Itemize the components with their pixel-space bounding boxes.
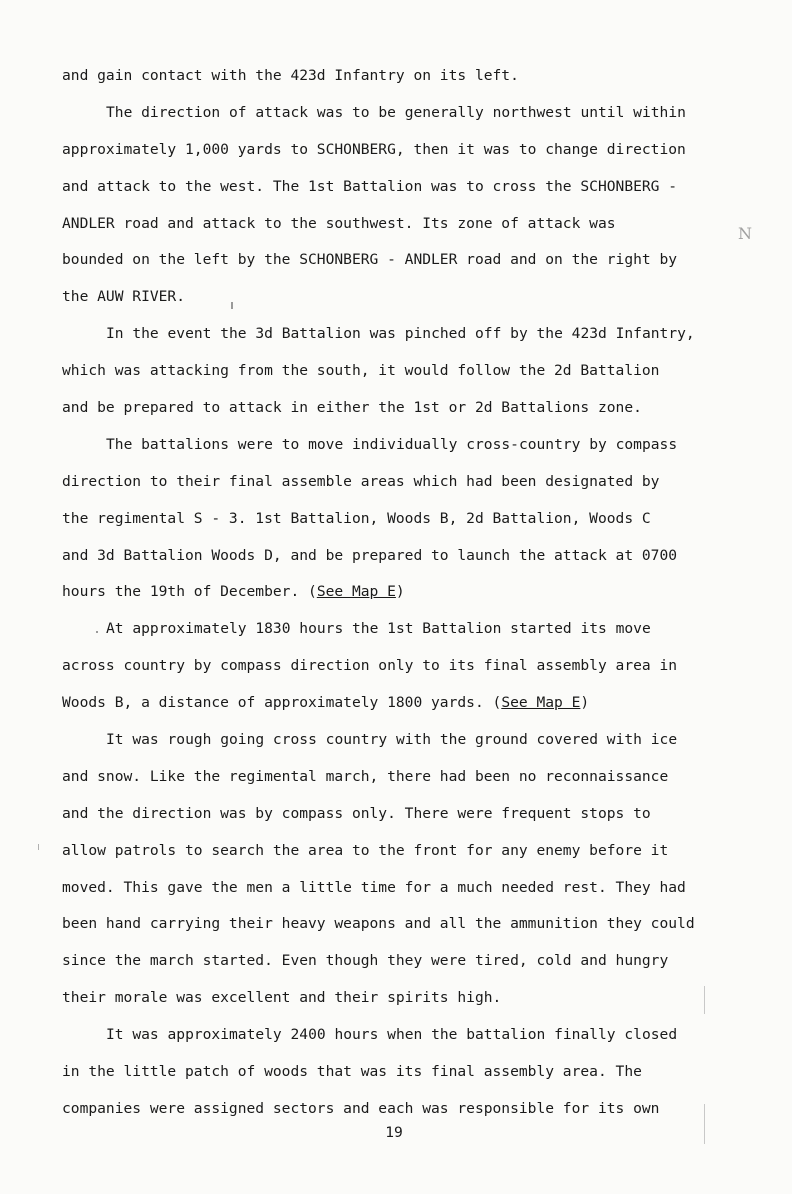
paragraph-start: At approximately 1830 hours the 1st Battalion started its move (106, 620, 651, 638)
scan-speck (96, 631, 98, 633)
paragraph-start: The battalions were to move individually cross-country by compass (106, 435, 678, 453)
page-number: 19 (385, 1124, 403, 1141)
text-line: moved. This gave the men a little time for a much needed rest. They had (62, 878, 686, 896)
text-line-with-map-reference (62, 574, 734, 611)
closing-paren: ) (395, 583, 405, 601)
text-line: and gain contact with the 423d Infantry on its left. (62, 67, 519, 84)
text-line: been hand carrying their heavy weapons and all the ammunition they could (62, 915, 695, 933)
text-segment: Woods B, a distance of approximately 1800 yards. ( (62, 694, 502, 712)
text-line: the AUW RIVER. (62, 288, 186, 306)
map-reference: See Map E (501, 694, 581, 712)
text-line: the regimental S - 3. 1st Battalion, Woods B, 2d Battalion, Woods C (62, 509, 651, 527)
closing-paren: ) (580, 694, 590, 712)
scan-speck (704, 1104, 705, 1144)
paragraph-start: It was rough going cross country with the ground covered with ice (106, 731, 678, 749)
text-line: across country by compass direction only to its final assembly area in (62, 657, 678, 675)
map-reference: See Map E (316, 583, 396, 601)
text-line: in the little patch of woods that was its final assembly area. The (62, 1063, 642, 1081)
text-line: direction to their final assemble areas which had been designated by (62, 472, 660, 490)
text-line: and the direction was by compass only. There were frequent stops to (62, 804, 651, 822)
text-line: their morale was excellent and their spirits high. (62, 989, 502, 1007)
text-line-with-map-reference (62, 685, 734, 722)
body-text (62, 58, 734, 1128)
margin-mark: N (738, 224, 752, 243)
paragraph-start: The direction of attack was to be generally northwest until within (106, 103, 686, 121)
text-line: and attack to the west. The 1st Battalion was to cross the SCHONBERG - (62, 177, 678, 195)
text-line: approximately 1,000 yards to SCHONBERG, then it was to change direction (62, 140, 686, 158)
text-line: which was attacking from the south, it would follow the 2d Battalion (62, 362, 660, 380)
text-line: since the march started. Even though they were tired, cold and hungry (62, 952, 669, 970)
paragraph-start: It was approximately 2400 hours when the battalion finally closed (106, 1026, 678, 1044)
text-line: bounded on the left by the SCHONBERG - ANDLER road and on the right by (62, 251, 678, 269)
text-line: allow patrols to search the area to the front for any enemy before it (62, 841, 669, 859)
text-line: and 3d Battalion Woods D, and be prepared to launch the attack at 0700 (62, 546, 678, 564)
text-line: companies were assigned sectors and each was responsible for its own (62, 1099, 660, 1117)
scan-speck (38, 844, 39, 850)
scan-speck (231, 302, 233, 309)
scan-speck (704, 986, 705, 1014)
text-line: and snow. Like the regimental march, there had been no reconnaissance (62, 767, 669, 785)
text-segment: hours the 19th of December. ( (62, 583, 317, 601)
text-line: and be prepared to attack in either the 1st or 2d Battalions zone. (62, 399, 642, 417)
paragraph-start: In the event the 3d Battalion was pinched off by the 423d Infantry, (106, 325, 695, 343)
text-line: ANDLER road and attack to the southwest. Its zone of attack was (62, 214, 616, 232)
